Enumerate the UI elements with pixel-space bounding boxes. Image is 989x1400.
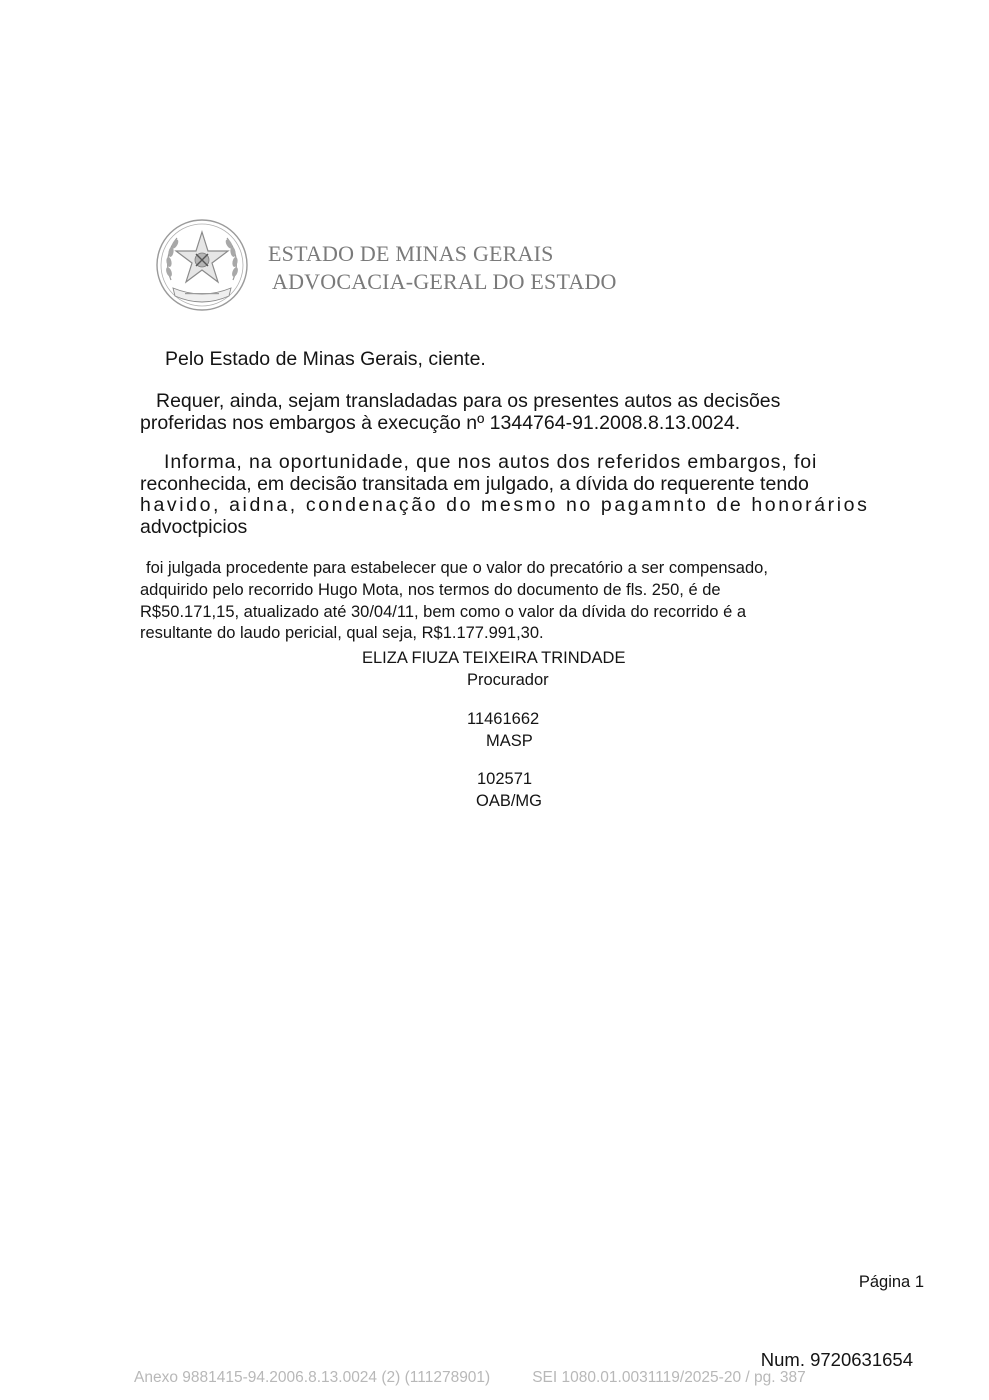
footer-stamp [134, 1369, 806, 1387]
oab-number: 102571 [477, 770, 533, 788]
paragraph-informa-line-4: advoctpicios [140, 515, 248, 538]
paragraph-julgada-line-2: adquirido pelo recorrido Hugo Mota, nos termos do documento de fls. 250, é de [140, 580, 721, 599]
org-line-agency: ADVOCACIA-GERAL DO ESTADO [272, 269, 617, 294]
masp-number: 11461662 [467, 710, 540, 728]
paragraph-informa-line-3: havido, aidna, condenação do mesmo no pagamnto de honorários [140, 494, 870, 516]
paragraph-informa [140, 452, 882, 538]
paragraph-julgada-line-4: resultante do laudo pericial, qual seja, R$1.177.991,30. [140, 624, 544, 643]
paragraph-julgada-line-1: foi julgada procedente para estabelecer que o valor do precatório a ser compensado, [146, 559, 768, 577]
coat-of-arms-seal-icon [155, 218, 249, 312]
paragraph-requer [140, 391, 882, 434]
organization-header [268, 240, 617, 296]
page-number: Página 1 [858, 1273, 924, 1291]
document-number: Num. 9720631654 [760, 1349, 913, 1370]
paragraph-ciente [140, 349, 882, 371]
paragraph-ciente-text: Pelo Estado de Minas Gerais, ciente. [165, 348, 486, 370]
footer-sei: SEI 1080.01.0031119/2025-20 / pg. 387 [532, 1369, 806, 1386]
masp-label: MASP [486, 732, 533, 750]
paragraph-requer-line-1: Requer, ainda, sejam transladadas para os presentes autos as decisões [156, 390, 781, 412]
paragraph-informa-line-1: Informa, na oportunidade, que nos autos dos referidos embargos, foi [164, 451, 818, 473]
org-line-state: ESTADO DE MINAS GERAIS [268, 241, 554, 266]
paragraph-requer-line-2: proferidas nos embargos à execução nº 1344764-91.2008.8.13.0024. [140, 411, 741, 434]
paragraph-julgada-line-3: R$50.171,15, atualizado até 30/04/11, bem como o valor da dívida do recorrido é a [140, 602, 747, 621]
oab-label: OAB/MG [476, 792, 543, 810]
signer-role: Procurador [467, 671, 549, 689]
paragraph-informa-line-2: reconhecida, em decisão transitada em julgado, a dívida do requerente tendo [140, 472, 809, 495]
signer-name: ELIZA FIUZA TEIXEIRA TRINDADE [362, 649, 626, 667]
footer-annex: Anexo 9881415-94.2006.8.13.0024 (2) (111278901) [134, 1369, 491, 1386]
paragraph-julgada [140, 558, 860, 645]
